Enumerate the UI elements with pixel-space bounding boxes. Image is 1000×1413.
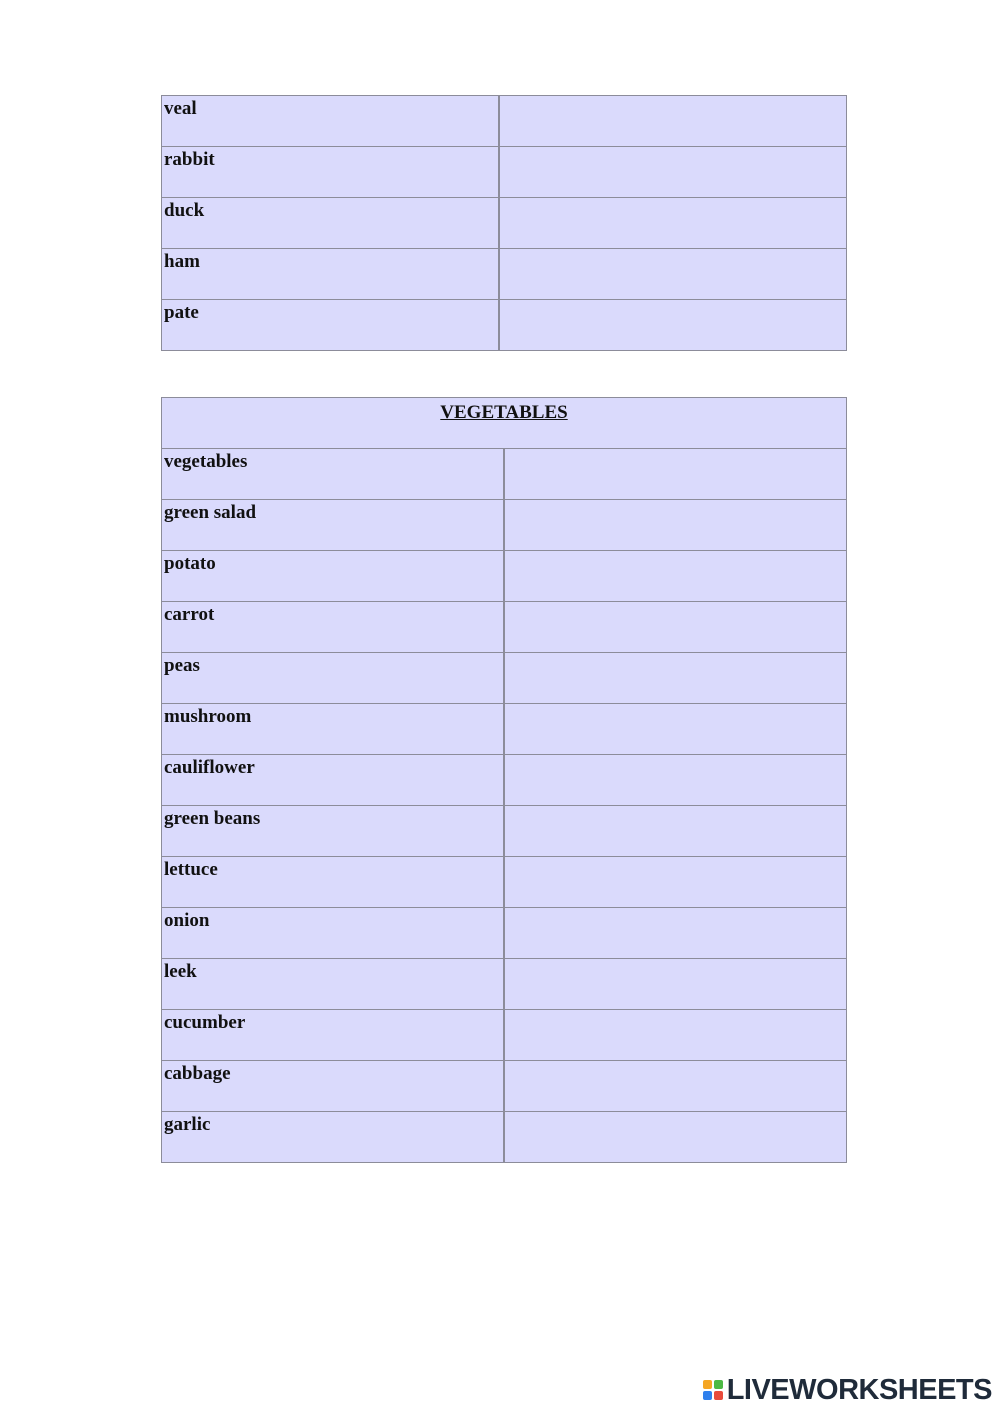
vegetable-term-text: cucumber [164,1012,246,1033]
vegetable-answer-cell[interactable] [504,1112,847,1163]
vegetable-answer-cell[interactable] [504,755,847,806]
vegetable-row [162,908,847,959]
meat-answer-cell[interactable] [499,198,847,249]
vegetable-row [162,551,847,602]
vegetable-term-text: vegetables [164,451,248,472]
vegetable-row [162,1010,847,1061]
vegetable-term-cell [162,1112,505,1163]
vegetable-row [162,704,847,755]
vegetable-term-text: peas [164,655,200,676]
vegetable-term-text: green beans [164,808,261,829]
vegetable-row [162,1112,847,1163]
vegetable-row [162,653,847,704]
vegetable-answer-cell[interactable] [504,1010,847,1061]
meat-vocabulary-table [161,95,847,351]
vegetable-row [162,755,847,806]
meat-term-cell [162,249,499,300]
vegetable-answer-cell[interactable] [504,1061,847,1112]
logo-square-3 [703,1391,712,1400]
vegetable-term-text: carrot [164,604,215,625]
vegetable-answer-cell[interactable] [504,500,847,551]
vegetables-header-cell [162,398,847,449]
vegetable-term-text: potato [164,553,216,574]
vegetable-row [162,500,847,551]
logo-square-1 [703,1380,712,1389]
meat-row [162,249,847,300]
meat-row [162,147,847,198]
vegetable-term-text: onion [164,910,210,931]
vegetables-header-row [162,398,847,449]
meat-answer-cell[interactable] [499,147,847,198]
vegetable-term-text: lettuce [164,859,218,880]
vegetable-row [162,857,847,908]
vegetable-term-cell [162,602,505,653]
vegetable-answer-cell[interactable] [504,449,847,500]
meat-term-cell [162,96,499,147]
vegetable-term-cell [162,755,505,806]
meat-row [162,96,847,147]
vegetable-answer-cell[interactable] [504,653,847,704]
vegetable-answer-cell[interactable] [504,959,847,1010]
meat-term-text: pate [164,302,199,323]
vegetable-term-cell [162,1010,505,1061]
vegetables-table-body [162,398,847,1163]
vegetable-row [162,806,847,857]
vegetable-term-text: mushroom [164,706,252,727]
vegetable-term-text: cauliflower [164,757,255,778]
meat-table-body [162,96,847,351]
vegetable-row [162,1061,847,1112]
section-title-vegetables: VEGETABLES [440,402,568,423]
meat-answer-cell[interactable] [499,300,847,351]
vegetables-vocabulary-table [161,397,847,1163]
vegetable-answer-cell[interactable] [504,551,847,602]
meat-row [162,300,847,351]
vegetable-answer-cell[interactable] [504,602,847,653]
vegetable-term-text: leek [164,961,197,982]
meat-answer-cell[interactable] [499,96,847,147]
vegetable-answer-cell[interactable] [504,857,847,908]
vegetable-term-text: green salad [164,502,257,523]
meat-term-cell [162,300,499,351]
vegetable-term-cell [162,653,505,704]
meat-term-text: ham [164,251,200,272]
meat-term-cell [162,198,499,249]
vegetable-answer-cell[interactable] [504,908,847,959]
liveworksheets-logo [702,1375,992,1405]
vegetable-row [162,959,847,1010]
vegetable-term-cell [162,551,505,602]
vegetable-answer-cell[interactable] [504,806,847,857]
vegetable-term-cell [162,959,505,1010]
vegetable-answer-cell[interactable] [504,704,847,755]
liveworksheets-logo-icon [702,1379,724,1401]
meat-term-text: rabbit [164,149,215,170]
vegetable-term-cell [162,449,505,500]
meat-row [162,198,847,249]
vegetable-row [162,449,847,500]
vegetable-term-text: cabbage [164,1063,231,1084]
vegetable-term-cell [162,857,505,908]
meat-term-text: duck [164,200,205,221]
logo-square-2 [714,1380,723,1389]
vegetable-term-cell [162,500,505,551]
vegetable-term-cell [162,908,505,959]
vegetable-term-cell [162,704,505,755]
logo-text: LIVEWORKSHEETS [726,1374,992,1406]
vegetable-term-text: garlic [164,1114,211,1135]
logo-square-4 [714,1391,723,1400]
vegetable-row [162,602,847,653]
vegetable-term-cell [162,1061,505,1112]
meat-answer-cell[interactable] [499,249,847,300]
vegetable-term-cell [162,806,505,857]
meat-term-text: veal [164,98,197,119]
meat-term-cell [162,147,499,198]
